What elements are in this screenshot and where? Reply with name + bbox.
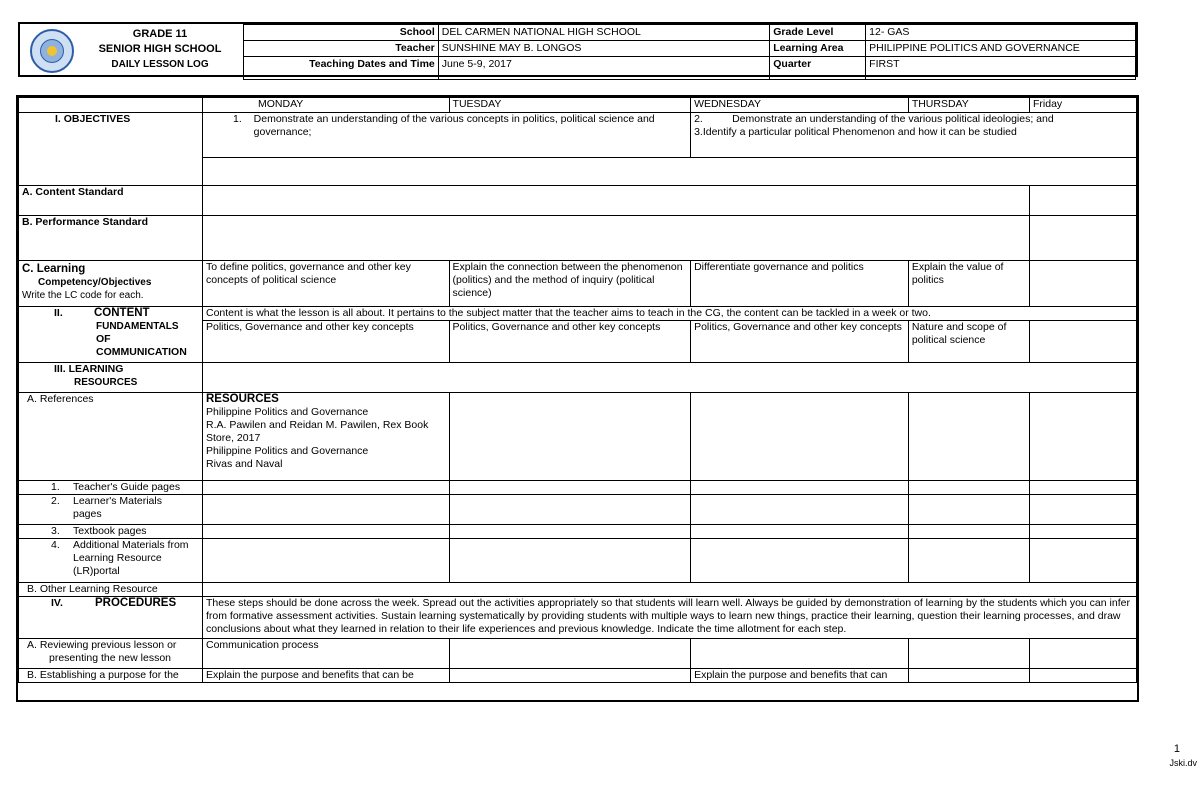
- day-thursday: THURSDAY: [908, 98, 1029, 113]
- resource-item-3-label: Textbook pages: [73, 525, 147, 537]
- tb-friday: [1029, 525, 1136, 539]
- header-title-grade: GRADE 11: [132, 28, 188, 40]
- references-heading: RESOURCES: [206, 393, 279, 405]
- procedure-b-tuesday: [449, 669, 691, 683]
- learning-competency-label: [19, 261, 203, 307]
- lr-thursday: [908, 539, 1029, 583]
- resource-item-lr-portal: [19, 539, 203, 583]
- day-monday: MONDAY: [203, 98, 450, 113]
- performance-standard-friday: [1029, 216, 1136, 261]
- content-wednesday: Politics, Governance and other key concepts: [691, 321, 909, 363]
- content-label-line1: CONTENT: [94, 307, 150, 319]
- procedures-label-text: PROCEDURES: [95, 597, 177, 609]
- teaching-dates-value: June 5-9, 2017: [438, 57, 770, 80]
- procedure-a-text: A. Reviewing previous lesson or presenting the new lesson: [27, 639, 177, 664]
- procedure-b-monday: Explain the purpose and benefits that can be: [203, 669, 450, 683]
- resource-item-textbook: [19, 525, 203, 539]
- content-label-number: II.: [54, 307, 63, 319]
- references-thursday: [908, 393, 1029, 481]
- content-friday: [1029, 321, 1136, 363]
- content-label-line4: COMMUNICATION: [96, 346, 187, 358]
- teacher-value: SUNSHINE MAY B. LONGOS: [438, 41, 770, 57]
- procedure-b-wednesday: Explain the purpose and benefits that can: [691, 669, 909, 683]
- teaching-dates-label: Teaching Dates and Time: [244, 57, 439, 80]
- tg-friday: [1029, 481, 1136, 495]
- lesson-grid: [16, 95, 1139, 702]
- performance-standard-cell: [203, 216, 1030, 261]
- lc-label-line3: Write the LC code for each.: [22, 290, 144, 301]
- procedure-a-tuesday: [449, 639, 691, 669]
- grade-level-value: 12- GAS: [866, 25, 1136, 41]
- resource-item-2-label: Learner's Materials pages: [73, 495, 162, 520]
- lesson-log-header: [18, 22, 1138, 77]
- resource-item-3-number: 3.: [51, 525, 60, 537]
- lc-label-line1: C. Learning: [22, 263, 86, 275]
- lm-thursday: [908, 495, 1029, 525]
- resource-item-1-label: Teacher's Guide pages: [73, 481, 181, 493]
- lm-wednesday: [691, 495, 909, 525]
- references-friday: [1029, 393, 1136, 481]
- lc-thursday: Explain the value of politics: [908, 261, 1029, 307]
- lm-friday: [1029, 495, 1136, 525]
- references-wednesday: [691, 393, 909, 481]
- reference-line-3: Philippine Politics and Governance: [206, 445, 369, 457]
- content-note: Content is what the lesson is all about. It pertains to the subject matter that the teacher aims to teach in the CG, the content can be tackled in a week or two.: [203, 307, 1137, 321]
- tb-tuesday: [449, 525, 691, 539]
- lm-tuesday: [449, 495, 691, 525]
- reference-line-2: R.A. Pawilen and Reidan M. Pawilen, Rex Book Store, 2017: [206, 419, 429, 444]
- references-label: A. References: [19, 393, 203, 481]
- lr-wednesday: [691, 539, 909, 583]
- learning-area-value: PHILIPPINE POLITICS AND GOVERNANCE: [866, 41, 1136, 57]
- learning-area-label: Learning Area: [770, 41, 866, 57]
- lc-tuesday: Explain the connection between the phenomenon (politics) and the method of inquiry (political science): [449, 261, 691, 307]
- content-standard-label: A. Content Standard: [19, 186, 203, 216]
- tg-tuesday: [449, 481, 691, 495]
- lr-friday: [1029, 539, 1136, 583]
- content-standard-cell: [203, 186, 1030, 216]
- objectives-label: I. OBJECTIVES: [19, 113, 203, 186]
- content-label-line2: FUNDAMENTALS: [96, 321, 179, 332]
- resource-item-4-number: 4.: [51, 539, 60, 551]
- content-label: [19, 307, 203, 363]
- lr-monday: [203, 539, 450, 583]
- school-label: School: [244, 25, 439, 41]
- content-monday: Politics, Governance and other key concepts: [203, 321, 450, 363]
- objective-1-text: Demonstrate an understanding of the various concepts in politics, political science and governance;: [253, 113, 655, 138]
- lc-monday: To define politics, governance and other key concepts of political science: [203, 261, 450, 307]
- procedure-b-label: B. Establishing a purpose for the: [19, 669, 203, 683]
- day-friday: Friday: [1029, 98, 1136, 113]
- procedure-a-friday: [1029, 639, 1136, 669]
- quarter-label: Quarter: [770, 57, 866, 80]
- procedures-label: [19, 597, 203, 639]
- reference-line-1: Philippine Politics and Governance: [206, 406, 369, 418]
- lc-friday: [1029, 261, 1136, 307]
- procedure-a-wednesday: [691, 639, 909, 669]
- reference-line-4: Rivas and Naval: [206, 458, 283, 470]
- other-resource-label: B. Other Learning Resource: [19, 583, 203, 597]
- resource-item-2-number: 2.: [51, 495, 60, 507]
- references-monday: [203, 393, 450, 481]
- quarter-value: FIRST: [866, 57, 1136, 80]
- objective-2-number: 2.: [694, 113, 703, 125]
- other-resource-cell: [203, 583, 1137, 597]
- header-fields-table: [243, 24, 1136, 80]
- lr-label-line1: III. LEARNING: [54, 363, 124, 375]
- content-standard-friday: [1029, 186, 1136, 216]
- procedure-b-thursday: [908, 669, 1029, 683]
- content-label-line3: OF: [96, 333, 111, 345]
- tb-wednesday: [691, 525, 909, 539]
- objectives-blank-row: [203, 158, 1137, 186]
- school-value: DEL CARMEN NATIONAL HIGH SCHOOL: [438, 25, 770, 41]
- tg-thursday: [908, 481, 1029, 495]
- page-number: 1: [1173, 743, 1180, 755]
- deped-seal-icon: [30, 29, 74, 73]
- references-tuesday: [449, 393, 691, 481]
- procedure-a-monday: Communication process: [203, 639, 450, 669]
- objective-3-text: 3.Identify a particular political Phenomenon and how it can be studied: [694, 126, 1017, 138]
- tg-wednesday: [691, 481, 909, 495]
- header-title-dll: DAILY LESSON LOG: [111, 59, 209, 70]
- procedures-note: These steps should be done across the week. Spread out the activities appropriately so that students will learn well. Always be guided by demonstration of learning by the students which you can infer from formative assessment activities. Sustain learning systematically by providing students with multiple ways to learn new things, practice their learning, question their learning processes, and draw conclusions about what they learned in relation to their life experiences and previous knowledge. Indicate the time allotment for each step.: [203, 597, 1137, 639]
- learning-resources-label: [19, 363, 203, 393]
- lm-monday: [203, 495, 450, 525]
- resource-item-learners-materials: [19, 495, 203, 525]
- resource-item-1-number: 1.: [51, 481, 60, 493]
- procedures-label-number: IV.: [51, 597, 63, 609]
- procedure-a-label: [19, 639, 203, 669]
- tb-monday: [203, 525, 450, 539]
- tb-thursday: [908, 525, 1029, 539]
- objectives-text-left: [203, 113, 691, 158]
- lc-wednesday: Differentiate governance and politics: [691, 261, 909, 307]
- objective-1-number: 1.: [233, 113, 242, 125]
- lr-tuesday: [449, 539, 691, 583]
- teacher-label: Teacher: [244, 41, 439, 57]
- grade-level-label: Grade Level: [770, 25, 866, 41]
- day-tuesday: TUESDAY: [449, 98, 691, 113]
- corner-cell: [19, 98, 203, 113]
- content-thursday: Nature and scope of political science: [908, 321, 1029, 363]
- procedure-a-thursday: [908, 639, 1029, 669]
- procedure-b-friday: [1029, 669, 1136, 683]
- objectives-text-right: [691, 113, 1137, 158]
- tg-monday: [203, 481, 450, 495]
- objective-2-text: Demonstrate an understanding of the various political ideologies; and: [732, 113, 1054, 125]
- day-wednesday: WEDNESDAY: [691, 98, 909, 113]
- resource-item-teachers-guide: [19, 481, 203, 495]
- header-title-shs: SENIOR HIGH SCHOOL: [98, 43, 222, 55]
- resource-item-4-label: Additional Materials from Learning Resource (LR)portal: [73, 539, 189, 577]
- lr-label-line2: RESOURCES: [74, 377, 138, 388]
- lesson-table: [18, 97, 1137, 683]
- performance-standard-label: B. Performance Standard: [19, 216, 203, 261]
- footer-mark: Jski.dv: [1169, 758, 1197, 768]
- lc-label-line2: Competency/Objectives: [38, 277, 152, 288]
- learning-resources-cell: [203, 363, 1137, 393]
- content-tuesday: Politics, Governance and other key concepts: [449, 321, 691, 363]
